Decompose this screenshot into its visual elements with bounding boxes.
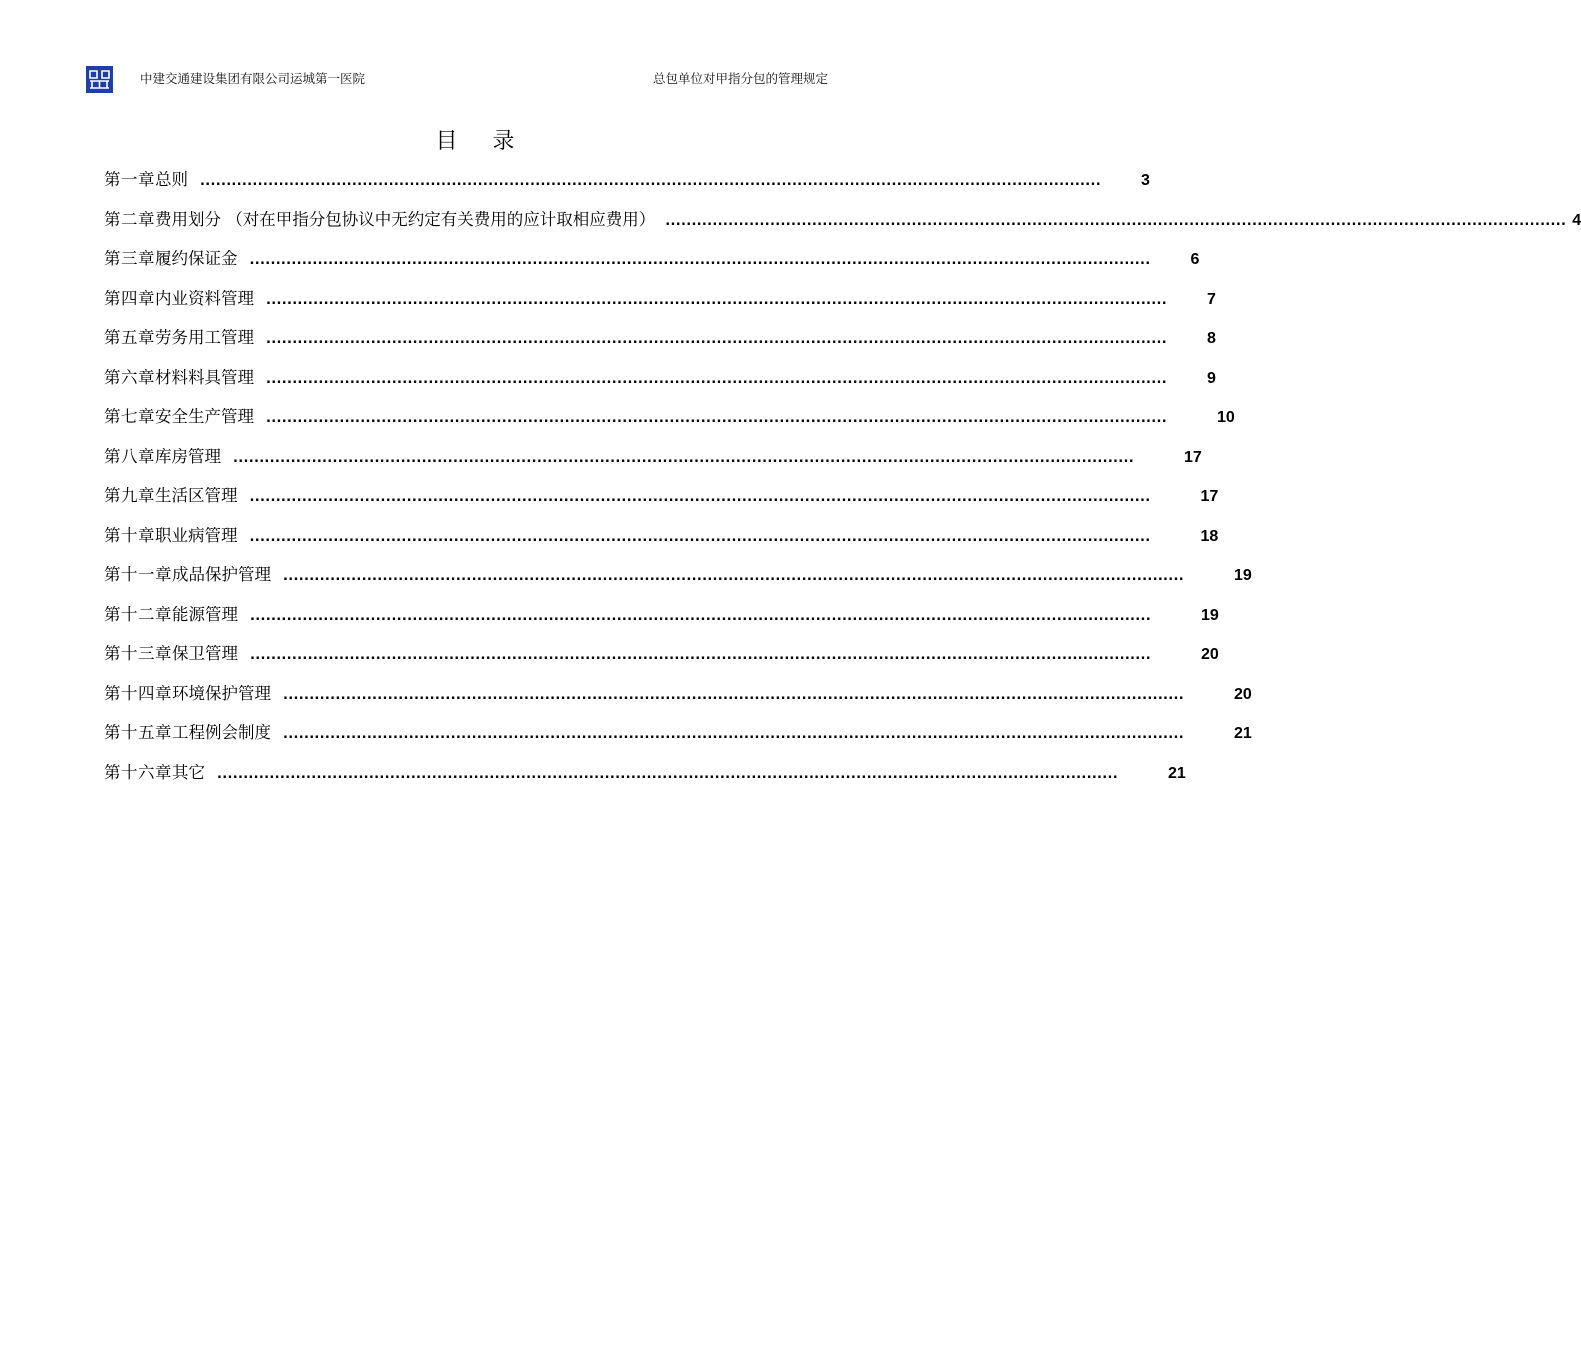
header-company-name: 中建交通建设集团有限公司运城第一医院 [140, 71, 366, 86]
toc-chapter: 第五章 [104, 328, 155, 347]
toc-leader: ............................................................................................................................................................................ [250, 648, 1152, 663]
toc-chapter: 第十六章 [104, 762, 172, 782]
toc-entry-title: 保卫管理 [172, 644, 238, 663]
toc-entry[interactable] [104, 163, 1150, 203]
toc-chapter: 第一章 [104, 170, 155, 189]
toc-entry-title: 工程例会制度 [172, 723, 271, 742]
toc-leader: ............................................................................................................................................................................ [249, 253, 1151, 268]
toc-page-number: 7 [1207, 290, 1216, 308]
toc-entry-title: 成品保护管理 [172, 565, 271, 584]
toc-chapter: 第六章 [104, 367, 155, 387]
toc-entry[interactable] [104, 716, 1252, 756]
toc-entry[interactable] [104, 598, 1219, 638]
toc-entry[interactable] [104, 440, 1202, 480]
toc-page-number: 21 [1234, 725, 1252, 742]
toc-page-number: 19 [1201, 606, 1219, 624]
toc-page-number: 9 [1207, 369, 1216, 387]
toc-entry[interactable] [104, 361, 1216, 401]
toc-leader: ............................................................................................................................................................................ [200, 174, 1102, 189]
toc-chapter: 第十一章 [104, 565, 172, 584]
toc-entry-title: 其它 [172, 762, 205, 782]
toc-leader: ............................................................................................................................................................................ [250, 608, 1152, 624]
toc-leader: ............................................................................................................................................................................ [283, 569, 1185, 584]
toc-chapter: 第十四章 [104, 683, 172, 703]
toc-chapter: 第八章 [104, 446, 155, 466]
toc-entry-title: 安全生产管理 [155, 407, 254, 426]
toc-entry-title: 总则 [155, 170, 188, 189]
page-header [0, 0, 950, 110]
toc-leader: ............................................................................................................................................................................ [249, 490, 1151, 505]
toc-page-number: 6 [1190, 251, 1200, 268]
toc-page-number: 17 [1184, 448, 1202, 466]
toc-chapter: 第四章 [104, 288, 155, 308]
toc-entry[interactable] [104, 479, 1219, 519]
toc-entry-title: 内业资料管理 [155, 288, 254, 308]
toc-entry-title: 履约保证金 [155, 249, 238, 268]
toc-entry[interactable] [104, 637, 1219, 677]
toc-page-number: 21 [1168, 764, 1186, 782]
toc-leader: ............................................................................................................................................................................ [283, 727, 1185, 742]
toc-entry-title: 生活区管理 [155, 486, 238, 505]
toc-entry-title: 库房管理 [155, 446, 221, 466]
toc-chapter: 第十三章 [104, 644, 172, 663]
toc-leader: ............................................................................................................................................................................ [249, 529, 1151, 545]
toc-entry-title: 环境保护管理 [172, 683, 271, 703]
toc-entry-title: 费用划分 （对在甲指分包协议中无约定有关费用的应计取相应费用） [155, 209, 656, 229]
toc-page-number: 4 [1572, 211, 1581, 229]
toc-leader: ............................................................................................................................................................................ [266, 332, 1168, 347]
toc-entry-title: 职业病管理 [155, 525, 238, 545]
company-logo [86, 66, 113, 93]
toc-leader: ............................................................................................................................................................................ [665, 213, 1567, 229]
toc-chapter: 第九章 [104, 486, 155, 505]
toc-entry-title: 能源管理 [172, 604, 238, 624]
table-of-contents [104, 163, 1581, 795]
toc-entry[interactable] [104, 558, 1252, 598]
toc-page-number: 17 [1200, 488, 1219, 505]
toc-entry[interactable] [104, 519, 1219, 559]
toc-entry[interactable] [104, 400, 1235, 440]
toc-chapter: 第十五章 [104, 723, 172, 742]
toc-page-number: 19 [1234, 567, 1252, 584]
toc-leader: ............................................................................................................................................................................ [283, 687, 1185, 703]
toc-chapter: 第二章 [104, 209, 155, 229]
toc-entry[interactable] [104, 756, 1186, 796]
toc-leader: ............................................................................................................................................................................ [217, 766, 1119, 782]
toc-chapter: 第十章 [104, 525, 155, 545]
toc-page-number: 3 [1141, 172, 1150, 189]
toc-page-number: 20 [1201, 646, 1219, 663]
toc-leader: ............................................................................................................................................................................ [233, 450, 1135, 466]
toc-page-number: 8 [1207, 330, 1216, 347]
toc-entry-title: 材料料具管理 [155, 367, 254, 387]
toc-entry-title: 劳务用工管理 [155, 328, 254, 347]
toc-page-number: 20 [1234, 685, 1252, 703]
toc-title: 目 录 [435, 129, 529, 154]
toc-leader: ............................................................................................................................................................................ [266, 371, 1168, 387]
toc-page-number: 10 [1217, 409, 1235, 426]
toc-entry[interactable] [104, 321, 1216, 361]
header-document-title: 总包单位对甲指分包的管理规定 [652, 71, 828, 86]
toc-entry[interactable] [104, 203, 1581, 243]
company-logo-icon [86, 66, 113, 93]
toc-entry[interactable] [104, 677, 1252, 717]
toc-chapter: 第七章 [104, 407, 155, 426]
toc-leader: ............................................................................................................................................................................ [266, 292, 1168, 308]
toc-page-number: 18 [1200, 527, 1219, 545]
toc-entry[interactable] [104, 282, 1216, 322]
toc-entry[interactable] [104, 242, 1200, 282]
toc-leader: ............................................................................................................................................................................ [266, 411, 1168, 426]
toc-chapter: 第十二章 [104, 604, 172, 624]
toc-chapter: 第三章 [104, 249, 155, 268]
